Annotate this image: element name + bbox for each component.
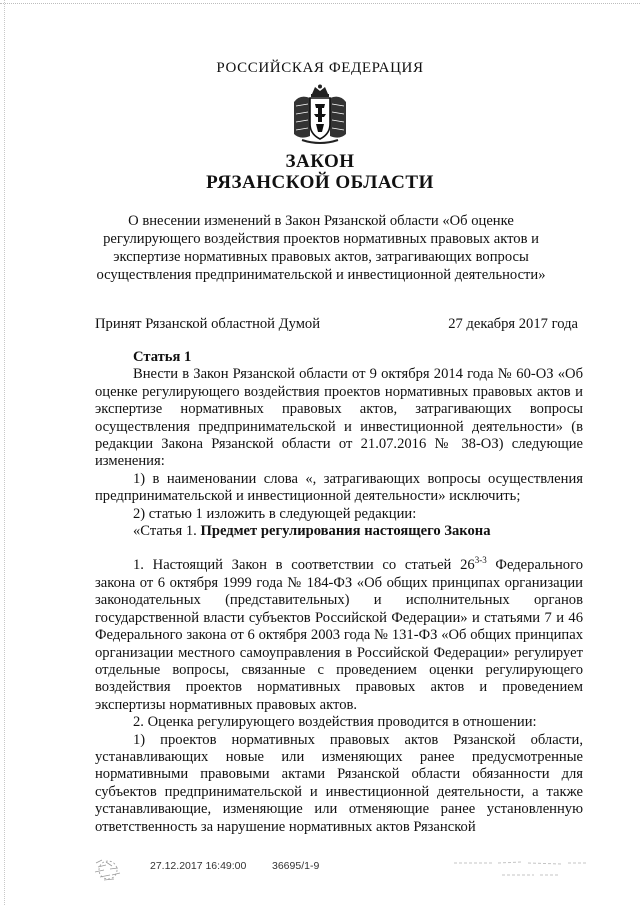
paragraph: 2) статью 1 изложить в следующей редакции:: [133, 505, 417, 522]
adopted-by: Принят Рязанской областной Думой: [95, 316, 321, 332]
subject-line: экспертизе нормативных правовых актов, затрагивающих вопросы: [113, 249, 529, 265]
region-title: РЯЗАНСКОЙ ОБЛАСТИ: [206, 172, 434, 193]
paragraph: 1) в наименовании слова «, затрагивающих вопросы осуществления предпринимательской и инвестиционной деятельности» исключить;: [95, 470, 583, 505]
scan-border-left: [4, 0, 5, 905]
law-title: ЗАКОН: [285, 151, 355, 172]
coat-of-arms-icon: [288, 84, 352, 146]
country-heading: РОССИЙСКАЯ ФЕДЕРАЦИЯ: [216, 60, 424, 76]
paragraph: 1) проектов нормативных правовых актов Рязанской области, устанавливающих новые или изменяющих ранее предусмотренные нормативными правовыми актами Рязанской области обязанности для субъектов предпринимательской и инвестиционной деятельности, а также устанавливающие, изменяющие или отменяющие ранее установленную ответственность за нарушение нормативных актов Рязанской: [95, 731, 583, 835]
spacer: [95, 540, 583, 557]
law-subject: [95, 212, 547, 284]
page-footer: [0, 855, 640, 895]
faded-stamp-icon: [452, 855, 592, 883]
subject-line: регулирующего воздействия проектов нормативных правовых актов и: [103, 231, 539, 247]
paragraph-text: Федерального закона от 6 октября 1999 года № 184-ФЗ «Об общих принципах организации законодательных (представительных) и исполнительных органов государственной власти субъектов Российской Федерации» и статьями 7 и 46 Федерального закона от 6 октября 2003 года № 131-ФЗ «Об общих принципах организации местного самоуправления в Российской Федерации» регулирует отдельные вопросы, связанные с проведением оценки регулирующего воздействия проектов нормативных правовых актов и проведением экспертизы нормативных правовых актов.: [95, 557, 584, 713]
scan-border-top: [0, 3, 640, 4]
subject-line: О внесении изменений в Закон Рязанской области «Об оценке: [128, 213, 514, 229]
superscript: 3-3: [474, 555, 487, 566]
article-heading: Статья 1: [133, 349, 192, 365]
article-prefix: «Статья 1.: [133, 523, 201, 540]
registration-datetime: 27.12.2017 16:49:00: [150, 860, 247, 872]
adoption-date: 27 декабря 2017 года: [448, 316, 578, 332]
article-subject: Предмет регулирования настоящего Закона: [200, 523, 491, 540]
paragraph: [95, 557, 583, 714]
paragraph: Внести в Закон Рязанской области от 9 октября 2014 года № 60-ОЗ «Об оценке регулирующего воздействия проектов нормативных правовых актов и экспертизе нормативных правовых актов, затрагивающих вопросы осуществления предпринимательской и инвестиционной деятельности» (в редакции Закона Рязанской области от 21.07.2016 № 38-ОЗ) следующие изменения:: [95, 366, 583, 470]
law-body: [95, 349, 583, 836]
subject-line: осуществления предпринимательской и инвестиционной деятельности»: [96, 267, 546, 283]
article-title-paragraph: [95, 523, 583, 540]
paragraph-text: 1. Настоящий Закон в соответствии со статьей 26: [133, 557, 475, 574]
registration-number: 36695/1-9: [272, 860, 320, 872]
paragraph: 2. Оценка регулирующего воздействия проводится в отношении:: [133, 714, 537, 731]
registration-stamp-icon: [92, 857, 124, 883]
